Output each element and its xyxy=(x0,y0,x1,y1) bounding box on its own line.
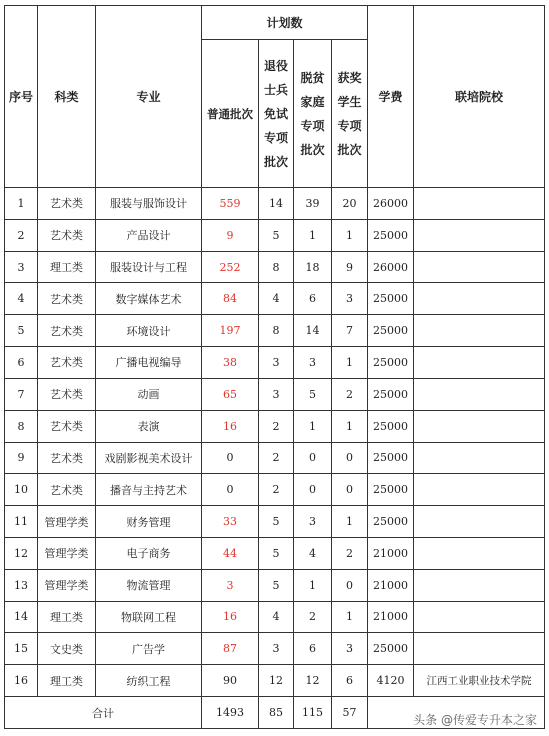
cell-regular: 0 xyxy=(202,474,259,506)
cell-seq: 3 xyxy=(5,251,38,283)
cell-regular: 84 xyxy=(202,283,259,315)
cell-tuition: 26000 xyxy=(368,188,414,220)
cell-tuition: 21000 xyxy=(368,601,414,633)
cell-major: 服装设计与工程 xyxy=(96,251,202,283)
cell-category: 管理学类 xyxy=(38,537,96,569)
cell-veteran: 2 xyxy=(259,410,294,442)
cell-seq: 13 xyxy=(5,569,38,601)
cell-category: 理工类 xyxy=(38,251,96,283)
cell-veteran: 12 xyxy=(259,665,294,697)
cell-partner xyxy=(414,601,545,633)
cell-veteran: 2 xyxy=(259,474,294,506)
cell-partner xyxy=(414,378,545,410)
cell-seq: 12 xyxy=(5,537,38,569)
cell-category: 管理学类 xyxy=(38,569,96,601)
table-row xyxy=(5,633,545,665)
cell-scholar: 0 xyxy=(332,442,368,474)
cell-regular: 252 xyxy=(202,251,259,283)
cell-poverty: 0 xyxy=(294,474,332,506)
cell-partner: 江西工业职业技术学院 xyxy=(414,665,545,697)
cell-tuition: 26000 xyxy=(368,251,414,283)
cell-veteran: 8 xyxy=(259,315,294,347)
table-row xyxy=(5,506,545,538)
cell-regular: 90 xyxy=(202,665,259,697)
cell-poverty: 12 xyxy=(294,665,332,697)
cell-tuition: 25000 xyxy=(368,633,414,665)
enrollment-plan-table xyxy=(4,5,545,729)
cell-veteran: 5 xyxy=(259,506,294,538)
cell-major: 产品设计 xyxy=(96,219,202,251)
cell-seq: 8 xyxy=(5,410,38,442)
cell-scholar: 0 xyxy=(332,569,368,601)
cell-regular: 9 xyxy=(202,219,259,251)
cell-poverty: 1 xyxy=(294,569,332,601)
cell-poverty: 6 xyxy=(294,633,332,665)
cell-scholar: 3 xyxy=(332,633,368,665)
cell-seq: 9 xyxy=(5,442,38,474)
cell-tuition: 21000 xyxy=(368,569,414,601)
cell-partner xyxy=(414,315,545,347)
cell-major: 表演 xyxy=(96,410,202,442)
cell-partner xyxy=(414,569,545,601)
cell-poverty: 18 xyxy=(294,251,332,283)
header-category: 科类 xyxy=(38,6,96,188)
cell-tuition: 21000 xyxy=(368,537,414,569)
cell-partner xyxy=(414,410,545,442)
cell-major: 动画 xyxy=(96,378,202,410)
cell-regular: 0 xyxy=(202,442,259,474)
cell-major: 纺织工程 xyxy=(96,665,202,697)
cell-veteran: 5 xyxy=(259,569,294,601)
cell-partner xyxy=(414,219,545,251)
cell-partner xyxy=(414,474,545,506)
cell-scholar: 2 xyxy=(332,537,368,569)
cell-regular: 44 xyxy=(202,537,259,569)
cell-scholar: 1 xyxy=(332,506,368,538)
cell-poverty: 6 xyxy=(294,283,332,315)
table-row xyxy=(5,474,545,506)
cell-poverty: 39 xyxy=(294,188,332,220)
cell-poverty: 3 xyxy=(294,506,332,538)
cell-seq: 4 xyxy=(5,283,38,315)
cell-veteran: 14 xyxy=(259,188,294,220)
cell-seq: 15 xyxy=(5,633,38,665)
total-poverty: 115 xyxy=(294,697,332,729)
header-tuition: 学费 xyxy=(368,6,414,188)
cell-category: 理工类 xyxy=(38,665,96,697)
table-row xyxy=(5,315,545,347)
cell-tuition: 25000 xyxy=(368,378,414,410)
table-row xyxy=(5,569,545,601)
cell-category: 理工类 xyxy=(38,601,96,633)
cell-major: 戏剧影视美术设计 xyxy=(96,442,202,474)
cell-major: 播音与主持艺术 xyxy=(96,474,202,506)
header-regular: 普通批次 xyxy=(202,40,259,188)
table-row xyxy=(5,665,545,697)
cell-scholar: 1 xyxy=(332,219,368,251)
cell-partner xyxy=(414,347,545,379)
cell-seq: 7 xyxy=(5,378,38,410)
table-row xyxy=(5,537,545,569)
cell-veteran: 4 xyxy=(259,283,294,315)
header-poverty: 脱贫 家庭 专项 批次 xyxy=(294,40,332,188)
cell-scholar: 1 xyxy=(332,601,368,633)
cell-regular: 87 xyxy=(202,633,259,665)
table-row xyxy=(5,442,545,474)
cell-regular: 197 xyxy=(202,315,259,347)
cell-scholar: 6 xyxy=(332,665,368,697)
cell-major: 物流管理 xyxy=(96,569,202,601)
cell-poverty: 0 xyxy=(294,442,332,474)
cell-major: 环境设计 xyxy=(96,315,202,347)
header-scholar: 获奖 学生 专项 批次 xyxy=(332,40,368,188)
cell-poverty: 1 xyxy=(294,219,332,251)
cell-tuition: 25000 xyxy=(368,283,414,315)
cell-veteran: 3 xyxy=(259,378,294,410)
header-major: 专业 xyxy=(96,6,202,188)
cell-major: 物联网工程 xyxy=(96,601,202,633)
cell-veteran: 3 xyxy=(259,633,294,665)
table-row xyxy=(5,601,545,633)
cell-veteran: 5 xyxy=(259,219,294,251)
cell-veteran: 3 xyxy=(259,347,294,379)
total-veteran: 85 xyxy=(259,697,294,729)
cell-regular: 38 xyxy=(202,347,259,379)
cell-seq: 2 xyxy=(5,219,38,251)
cell-veteran: 2 xyxy=(259,442,294,474)
cell-tuition: 25000 xyxy=(368,315,414,347)
table-row xyxy=(5,219,545,251)
cell-partner xyxy=(414,188,545,220)
cell-regular: 16 xyxy=(202,601,259,633)
watermark-text: 头条 @传爱专升本之家 xyxy=(413,713,537,727)
cell-scholar: 7 xyxy=(332,315,368,347)
cell-tuition: 4120 xyxy=(368,665,414,697)
cell-poverty: 1 xyxy=(294,410,332,442)
cell-major: 广告学 xyxy=(96,633,202,665)
cell-regular: 16 xyxy=(202,410,259,442)
cell-category: 艺术类 xyxy=(38,347,96,379)
header-plan-group: 计划数 xyxy=(202,6,368,40)
cell-scholar: 1 xyxy=(332,410,368,442)
cell-category: 管理学类 xyxy=(38,506,96,538)
cell-veteran: 4 xyxy=(259,601,294,633)
cell-seq: 16 xyxy=(5,665,38,697)
cell-regular: 3 xyxy=(202,569,259,601)
cell-seq: 5 xyxy=(5,315,38,347)
cell-category: 艺术类 xyxy=(38,188,96,220)
cell-scholar: 0 xyxy=(332,474,368,506)
cell-tuition: 25000 xyxy=(368,442,414,474)
cell-tuition: 25000 xyxy=(368,219,414,251)
cell-scholar: 2 xyxy=(332,378,368,410)
table-row xyxy=(5,283,545,315)
table-row xyxy=(5,251,545,283)
cell-tuition: 25000 xyxy=(368,506,414,538)
cell-tuition: 25000 xyxy=(368,410,414,442)
cell-veteran: 5 xyxy=(259,537,294,569)
cell-poverty: 5 xyxy=(294,378,332,410)
cell-seq: 14 xyxy=(5,601,38,633)
cell-scholar: 1 xyxy=(332,347,368,379)
header-seq: 序号 xyxy=(5,6,38,188)
table-row xyxy=(5,188,545,220)
cell-veteran: 8 xyxy=(259,251,294,283)
cell-scholar: 3 xyxy=(332,283,368,315)
cell-seq: 6 xyxy=(5,347,38,379)
cell-partner xyxy=(414,283,545,315)
total-scholar: 57 xyxy=(332,697,368,729)
cell-category: 艺术类 xyxy=(38,315,96,347)
cell-poverty: 3 xyxy=(294,347,332,379)
cell-regular: 33 xyxy=(202,506,259,538)
cell-major: 电子商务 xyxy=(96,537,202,569)
total-regular: 1493 xyxy=(202,697,259,729)
cell-category: 艺术类 xyxy=(38,410,96,442)
cell-poverty: 2 xyxy=(294,601,332,633)
cell-scholar: 9 xyxy=(332,251,368,283)
cell-category: 艺术类 xyxy=(38,378,96,410)
cell-partner xyxy=(414,442,545,474)
cell-partner xyxy=(414,251,545,283)
cell-category: 文史类 xyxy=(38,633,96,665)
cell-partner xyxy=(414,506,545,538)
cell-major: 广播电视编导 xyxy=(96,347,202,379)
header-partner: 联培院校 xyxy=(414,6,545,188)
cell-major: 服装与服饰设计 xyxy=(96,188,202,220)
cell-category: 艺术类 xyxy=(38,442,96,474)
cell-category: 艺术类 xyxy=(38,283,96,315)
table-row xyxy=(5,378,545,410)
cell-regular: 559 xyxy=(202,188,259,220)
cell-poverty: 14 xyxy=(294,315,332,347)
cell-tuition: 25000 xyxy=(368,347,414,379)
cell-seq: 11 xyxy=(5,506,38,538)
cell-partner xyxy=(414,633,545,665)
table-row xyxy=(5,410,545,442)
cell-tuition: 25000 xyxy=(368,474,414,506)
cell-scholar: 20 xyxy=(332,188,368,220)
cell-partner xyxy=(414,537,545,569)
watermark xyxy=(413,711,537,728)
cell-seq: 1 xyxy=(5,188,38,220)
cell-major: 数字媒体艺术 xyxy=(96,283,202,315)
cell-major: 财务管理 xyxy=(96,506,202,538)
cell-category: 艺术类 xyxy=(38,219,96,251)
cell-regular: 65 xyxy=(202,378,259,410)
cell-poverty: 4 xyxy=(294,537,332,569)
header-veteran: 退役 士兵 免试 专项 批次 xyxy=(259,40,294,188)
cell-category: 艺术类 xyxy=(38,474,96,506)
cell-seq: 10 xyxy=(5,474,38,506)
total-label: 合计 xyxy=(5,697,202,729)
table-row xyxy=(5,347,545,379)
